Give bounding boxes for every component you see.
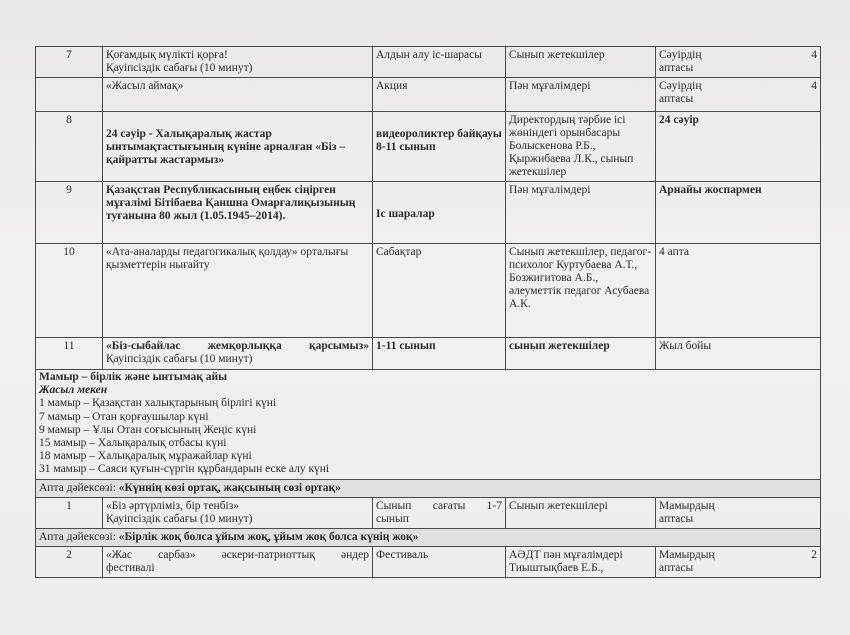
list-item: 9 мамыр – Ұлы Отан соғысының Жеңіс күні <box>39 423 257 436</box>
event-cell: «Ата-аналарды педагогикалық қолдау» орталығы қызметтерін нығайту <box>103 244 373 338</box>
event-cell: «Біз-сыбайлас жемқорлыққа қарсымыз» Қауіпсіздік сабағы (10 минут) <box>103 338 373 370</box>
row-number: 7 <box>36 47 103 78</box>
table-row <box>36 47 821 78</box>
form-cell: 1-11 сынып <box>373 338 506 370</box>
list-item: 1 мамыр – Қазақстан халықтарының бірлігі күні <box>39 397 277 410</box>
time-cell: Жыл бойы <box>656 338 821 370</box>
table-row <box>36 182 821 244</box>
responsible-cell: Сынып жетекшілер, педагог-психолог Куртубаева А.Т., Бозжигитова А.Б., әлеуметтік педагог Асубаева А.К. <box>506 244 656 338</box>
event-cell: «Біз әртүрліміз, бір тенбіз» Қауіпсіздік сабағы (10 минут) <box>103 497 373 528</box>
table-row <box>36 546 821 577</box>
time-cell: 24 сәуір <box>656 112 821 182</box>
row-number: 9 <box>36 182 103 244</box>
list-item: 7 мамыр – Отан қорғаушылар күні <box>39 410 209 423</box>
week-label: Апта дәйексөзі: <box>39 530 116 543</box>
table-row <box>36 338 821 370</box>
table-row <box>36 112 821 182</box>
time-cell: Сәуірдің 4 аптасы <box>656 78 821 112</box>
event-cell: «Жасыл аймақ» <box>103 78 373 112</box>
form-cell: Сынып сағаты 1-7 сынып <box>373 497 506 528</box>
events-table <box>35 46 821 578</box>
row-number: 11 <box>36 338 103 370</box>
event-cell: 24 сәуір - Халықаралық жастар ынтымақтастығының күніне арналған «Біз –қайратты жастармыз» <box>103 112 373 182</box>
month-section <box>36 370 821 480</box>
responsible-cell: Сынып жетекшілері <box>506 497 656 528</box>
event-cell: Қазақстан Республикасының еңбек сіңірген мұғалімі Бітібаева Қаншна Омарғалиқызының туғанына 80 жыл (1.05.1945–2014). <box>103 182 373 244</box>
time-cell: Мамырдың аптасы <box>656 497 821 528</box>
responsible-cell: сынып жетекшілер <box>506 338 656 370</box>
row-number: 2 <box>36 546 103 577</box>
form-cell: Акция <box>373 78 506 112</box>
month-title: Мамыр – бірлік және ынтымақ айы <box>39 371 228 383</box>
week-motto: «Күннің көзі ортақ, жақсының сөзі ортақ» <box>118 481 341 494</box>
form-cell: видеороликтер байқауы 8-11 сынып <box>373 112 506 182</box>
week-motto-row <box>36 479 821 497</box>
week-motto: «Бірлік жоқ болса ұйым жоқ, ұйым жоқ болса күнің жоқ» <box>118 530 419 543</box>
list-item: 15 мамыр – Халықаралық отбасы күні <box>39 437 227 450</box>
responsible-cell: Пән мұғалімдері <box>506 78 656 112</box>
list-item: 31 мамыр – Саяси қуғын-сүргін құрбандарын еске алу күні <box>39 463 330 476</box>
form-cell: Сабақтар <box>373 244 506 338</box>
event-cell: Қоғамдық мүлікті қорға! Қауіпсіздік сабағы (10 минут) <box>103 47 373 78</box>
week-label: Апта дәйексөзі: <box>39 481 116 494</box>
time-cell: 4 апта <box>656 244 821 338</box>
responsible-cell: Пән мұғалімдері <box>506 182 656 244</box>
row-number: 8 <box>36 112 103 182</box>
time-cell: Арнайы жоспармен <box>656 182 821 244</box>
table-row <box>36 497 821 528</box>
month-subtitle: Жасыл мекен <box>39 384 108 397</box>
week-motto-row <box>36 528 821 546</box>
form-cell: Фестиваль <box>373 546 506 577</box>
table-row <box>36 244 821 338</box>
time-cell: Сәуірдің 4 аптасы <box>656 47 821 78</box>
row-number: 10 <box>36 244 103 338</box>
responsible-cell: Сынып жетекшілер <box>506 47 656 78</box>
responsible-cell: АӘДТ пән мұғалімдері Тиыштықбаев Е.Б., <box>506 546 656 577</box>
responsible-cell: Директордың тәрбие ісі жөніндегі орынбасары Болыскенова Р.Б., Қыржибаева Л.К., сынып жетекшілер <box>506 112 656 182</box>
row-number: 1 <box>36 497 103 528</box>
form-cell: Іс шаралар <box>373 182 506 244</box>
list-item: 18 мамыр – Халықаралық мұражайлар күні <box>39 450 252 463</box>
form-cell: Алдын алу іс-шарасы <box>373 47 506 78</box>
event-cell: «Жас сарбаз» әскери-патриоттық әндер фестивалі <box>103 546 373 577</box>
table-row <box>36 78 821 112</box>
time-cell: Мамырдың 2 аптасы <box>656 546 821 577</box>
